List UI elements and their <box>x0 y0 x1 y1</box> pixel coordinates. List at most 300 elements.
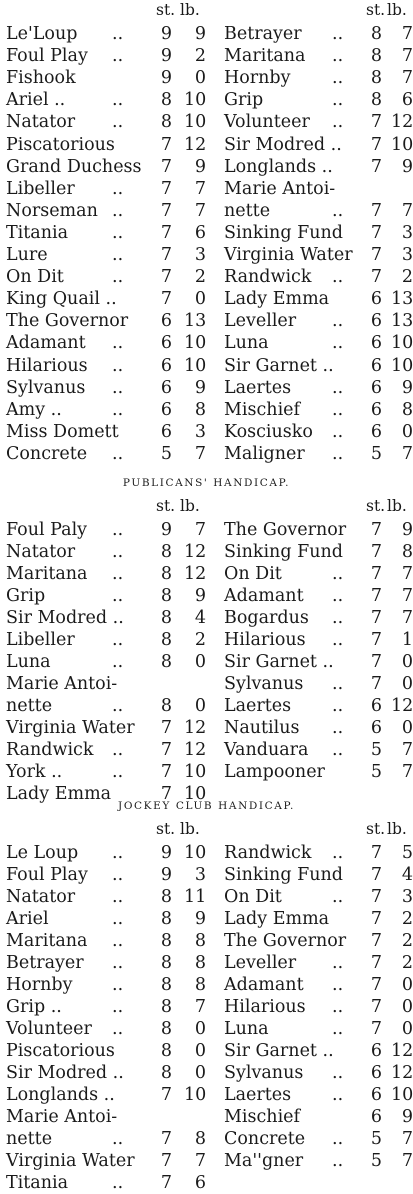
entry-row <box>0 886 413 908</box>
weight-pounds: 6 <box>194 223 206 243</box>
leader-dots: .. <box>112 887 124 907</box>
horse-name: Marie Antoi- <box>224 179 336 199</box>
weight-pounds: 0 <box>194 1063 206 1083</box>
leader-dots: .. <box>112 975 124 995</box>
pounds-header: lb. <box>180 1 200 19</box>
weight-stones: 7 <box>160 157 172 177</box>
weight-pounds: 7 <box>401 740 413 760</box>
entry-row <box>0 1128 413 1150</box>
horse-name: Volunteer <box>6 1019 92 1039</box>
weight-pounds: 7 <box>194 1151 206 1171</box>
weight-pounds: 9 <box>401 157 413 177</box>
entry-row <box>0 842 413 864</box>
pounds-header: lb. <box>180 820 200 838</box>
weight-pounds: 7 <box>401 68 413 88</box>
weight-stones: 6 <box>370 400 382 420</box>
weight-pounds: 8 <box>194 1129 206 1149</box>
leader-dots: .. <box>112 564 124 584</box>
weight-stones: 7 <box>370 953 382 973</box>
leader-dots: .. <box>112 333 124 353</box>
horse-name: Concrete <box>6 444 88 464</box>
weight-stones: 8 <box>160 931 172 951</box>
column-header <box>0 819 413 839</box>
horse-name: Virginia Water <box>6 718 135 738</box>
leader-dots: .. <box>112 520 124 540</box>
entry-row <box>0 310 413 332</box>
horse-name: Lampooner <box>224 762 325 782</box>
weight-pounds: 0 <box>194 68 206 88</box>
entry-row <box>0 222 413 244</box>
weight-stones: 7 <box>370 564 382 584</box>
weight-pounds: 7 <box>194 444 206 464</box>
horse-name: On Dit <box>224 887 282 907</box>
entry-row <box>0 1062 413 1084</box>
leader-dots: .. <box>112 652 124 672</box>
horse-name: Titania <box>6 1173 69 1193</box>
weight-stones: 6 <box>160 333 172 353</box>
weight-pounds: 6 <box>401 90 413 110</box>
weight-stones: 7 <box>160 245 172 265</box>
horse-name: Adamant <box>224 975 304 995</box>
entry-row <box>0 288 413 310</box>
leader-dots: .. <box>112 201 124 221</box>
weight-stones: 7 <box>370 997 382 1017</box>
leader-dots: .. <box>332 112 344 132</box>
horse-name: Maligner <box>224 444 305 464</box>
pounds-header: lb. <box>387 1 407 19</box>
weight-pounds: 0 <box>401 975 413 995</box>
weight-pounds: 4 <box>401 865 413 885</box>
weight-pounds: 7 <box>401 46 413 66</box>
weight-stones: 8 <box>160 1019 172 1039</box>
horse-name: Laertes <box>224 378 292 398</box>
weight-pounds: 7 <box>194 997 206 1017</box>
weight-stones: 7 <box>160 1151 172 1171</box>
weight-pounds: 10 <box>184 356 207 376</box>
leader-dots: .. <box>112 630 124 650</box>
horse-name: Randwick <box>6 740 94 760</box>
entry-row <box>0 332 413 354</box>
leader-dots: .. <box>332 696 344 716</box>
weight-stones: 8 <box>160 1063 172 1083</box>
weight-stones: 7 <box>370 267 382 287</box>
horse-name: The Governor <box>224 931 347 951</box>
weight-stones: 5 <box>370 444 382 464</box>
weight-pounds: 8 <box>194 400 206 420</box>
weight-stones: 7 <box>370 975 382 995</box>
weight-pounds: 2 <box>194 46 206 66</box>
weight-stones: 7 <box>370 201 382 221</box>
weight-pounds: 0 <box>401 718 413 738</box>
horse-name: Piscatorious <box>6 135 115 155</box>
horse-name: Norseman <box>6 201 98 221</box>
horse-name: Sinking Fund <box>224 223 343 243</box>
weight-stones: 7 <box>370 542 382 562</box>
leader-dots: .. <box>332 378 344 398</box>
horse-name: Betrayer <box>6 953 84 973</box>
section-title: PUBLICANS' HANDICAP. <box>122 477 291 489</box>
entry-row <box>0 974 413 996</box>
weight-stones: 6 <box>370 1085 382 1105</box>
weight-stones: 8 <box>160 887 172 907</box>
horse-name: Marie Antoi- <box>6 1107 118 1127</box>
leader-dots: .. <box>332 718 344 738</box>
weight-pounds: 13 <box>391 289 413 309</box>
horse-name: Volunteer <box>224 112 310 132</box>
horse-name: Leveller <box>224 953 297 973</box>
horse-name: Sylvanus <box>224 1063 304 1083</box>
weight-stones: 8 <box>160 112 172 132</box>
leader-dots: .. <box>332 333 344 353</box>
leader-dots: .. <box>332 46 344 66</box>
weight-pounds: 7 <box>401 762 413 782</box>
entry-row <box>0 952 413 974</box>
weight-stones: 7 <box>160 762 172 782</box>
horse-name: Randwick <box>224 267 312 287</box>
horse-name: nette <box>224 201 271 221</box>
weight-stones: 7 <box>160 1173 172 1193</box>
weight-pounds: 0 <box>194 1019 206 1039</box>
weight-pounds: 8 <box>194 953 206 973</box>
weight-stones: 6 <box>160 311 172 331</box>
weight-stones: 8 <box>160 909 172 929</box>
weight-stones: 8 <box>160 630 172 650</box>
stones-header: st. <box>366 497 386 515</box>
weight-pounds: 10 <box>391 1085 413 1105</box>
weight-pounds: 7 <box>401 24 413 44</box>
entry-row <box>0 200 413 222</box>
weight-stones: 5 <box>160 444 172 464</box>
entry-row <box>0 377 413 399</box>
horse-name: Bogardus <box>224 608 309 628</box>
weight-pounds: 3 <box>194 245 206 265</box>
horse-name: Adamant <box>6 333 86 353</box>
weight-pounds: 0 <box>401 1019 413 1039</box>
weight-pounds: 7 <box>401 608 413 628</box>
entry-row <box>0 111 413 133</box>
horse-name: nette <box>6 696 53 716</box>
weight-pounds: 10 <box>184 762 207 782</box>
entry-row <box>0 421 413 443</box>
horse-name: Leveller <box>224 311 297 331</box>
weight-stones: 8 <box>160 564 172 584</box>
horse-name: Amy .. <box>6 400 62 420</box>
weight-pounds: 10 <box>184 784 207 804</box>
entry-row <box>0 908 413 930</box>
weight-stones: 6 <box>370 378 382 398</box>
weight-stones: 6 <box>370 718 382 738</box>
horse-name: Foul Play <box>6 46 88 66</box>
horse-name: Hilarious <box>224 630 306 650</box>
weight-stones: 8 <box>370 24 382 44</box>
horse-name: Hilarious <box>224 997 306 1017</box>
weight-stones: 7 <box>370 630 382 650</box>
entry-row <box>0 673 413 695</box>
weight-pounds: 7 <box>194 179 206 199</box>
leader-dots: .. <box>112 400 124 420</box>
horse-name: Laertes <box>224 1085 292 1105</box>
weight-stones: 5 <box>370 1129 382 1149</box>
entry-row <box>0 651 413 673</box>
entry-row <box>0 607 413 629</box>
horse-name: Luna <box>6 652 51 672</box>
weight-pounds: 10 <box>391 333 413 353</box>
leader-dots: .. <box>332 1019 344 1039</box>
weight-stones: 7 <box>370 865 382 885</box>
horse-name: Sylvanus <box>6 378 86 398</box>
entry-row <box>0 178 413 200</box>
horse-name: Mischief <box>224 1107 300 1127</box>
horse-name: Concrete <box>224 1129 306 1149</box>
weight-pounds: 7 <box>401 586 413 606</box>
entry-row <box>0 244 413 266</box>
weight-pounds: 12 <box>391 1063 413 1083</box>
leader-dots: .. <box>332 997 344 1017</box>
weight-pounds: 6 <box>194 1173 206 1193</box>
horse-name: Grip <box>6 586 46 606</box>
weight-pounds: 12 <box>184 718 207 738</box>
weight-pounds: 12 <box>184 542 207 562</box>
horse-name: Sir Modred .. <box>6 608 124 628</box>
weight-stones: 7 <box>160 784 172 804</box>
weight-pounds: 7 <box>401 1129 413 1149</box>
horse-name: York .. <box>6 762 63 782</box>
leader-dots: .. <box>332 674 344 694</box>
weight-stones: 8 <box>160 90 172 110</box>
weight-pounds: 2 <box>194 267 206 287</box>
horse-name: Libeller <box>6 179 75 199</box>
weight-pounds: 5 <box>401 843 413 863</box>
weight-pounds: 10 <box>391 356 413 376</box>
horse-name: Piscatorious <box>6 1041 115 1061</box>
weight-pounds: 10 <box>184 112 207 132</box>
weight-stones: 7 <box>370 520 382 540</box>
weight-stones: 9 <box>160 520 172 540</box>
entry-row <box>0 23 413 45</box>
leader-dots: .. <box>332 887 344 907</box>
entry-row <box>0 443 413 465</box>
entry-row <box>0 45 413 67</box>
horse-name: Foul Play <box>6 865 88 885</box>
weight-pounds: 7 <box>401 564 413 584</box>
leader-dots: .. <box>112 843 124 863</box>
horse-name: Sinking Fund <box>224 542 343 562</box>
horse-name: Grand Duchess <box>6 157 142 177</box>
leader-dots: .. <box>112 223 124 243</box>
weight-pounds: 10 <box>391 135 413 155</box>
leader-dots: .. <box>332 311 344 331</box>
weight-pounds: 9 <box>194 909 206 929</box>
leader-dots: .. <box>332 201 344 221</box>
column-header <box>0 496 413 516</box>
weight-pounds: 2 <box>401 267 413 287</box>
horse-name: Maritana <box>6 931 88 951</box>
leader-dots: .. <box>112 740 124 760</box>
horse-name: Sir Garnet .. <box>224 652 334 672</box>
leader-dots: .. <box>112 909 124 929</box>
entry-row <box>0 761 413 783</box>
horse-name: On Dit <box>6 267 64 287</box>
horse-name: Fishook <box>6 68 76 88</box>
leader-dots: .. <box>112 1173 124 1193</box>
weight-stones: 7 <box>370 1019 382 1039</box>
weight-stones: 7 <box>160 740 172 760</box>
horse-name: Vanduara <box>224 740 309 760</box>
leader-dots: .. <box>332 400 344 420</box>
leader-dots: .. <box>112 586 124 606</box>
horse-name: Libeller <box>6 630 75 650</box>
weight-stones: 9 <box>160 68 172 88</box>
weight-stones: 7 <box>160 135 172 155</box>
horse-name: Grip .. <box>6 997 62 1017</box>
horse-name: Ariel .. <box>6 90 66 110</box>
weight-stones: 8 <box>160 542 172 562</box>
weight-pounds: 7 <box>401 1151 413 1171</box>
weight-stones: 8 <box>160 652 172 672</box>
horse-name: Lady Emma <box>224 909 330 929</box>
horse-name: nette <box>6 1129 53 1149</box>
weight-pounds: 9 <box>194 157 206 177</box>
weight-pounds: 7 <box>401 444 413 464</box>
entry-row <box>0 629 413 651</box>
weight-pounds: 13 <box>391 311 413 331</box>
entry-row <box>0 89 413 111</box>
weight-pounds: 10 <box>184 333 207 353</box>
leader-dots: .. <box>112 444 124 464</box>
stones-header: st. <box>366 1 386 19</box>
weight-stones: 7 <box>370 157 382 177</box>
horse-name: Sir Modred .. <box>224 135 342 155</box>
entry-row <box>0 266 413 288</box>
leader-dots: .. <box>112 46 124 66</box>
weight-stones: 6 <box>370 289 382 309</box>
weight-pounds: 3 <box>401 245 413 265</box>
leader-dots: .. <box>332 608 344 628</box>
horse-name: Natator <box>6 542 76 562</box>
leader-dots: .. <box>332 24 344 44</box>
horse-name: Lady Emma <box>6 784 112 804</box>
horse-name: Lady Emma <box>224 289 330 309</box>
horse-name: Longlands .. <box>6 1085 115 1105</box>
weight-pounds: 3 <box>194 422 206 442</box>
horse-name: Mischief <box>224 400 300 420</box>
weight-pounds: 12 <box>184 564 207 584</box>
weight-stones: 6 <box>160 400 172 420</box>
entry-row <box>0 695 413 717</box>
weight-stones: 6 <box>370 1107 382 1127</box>
horse-name: The Governor <box>6 311 129 331</box>
weight-stones: 6 <box>370 333 382 353</box>
weight-stones: 7 <box>370 135 382 155</box>
horse-name: On Dit <box>224 564 282 584</box>
leader-dots: .. <box>332 267 344 287</box>
weight-pounds: 9 <box>401 1107 413 1127</box>
weight-pounds: 9 <box>401 520 413 540</box>
weight-stones: 6 <box>370 311 382 331</box>
horse-name: Virginia Water <box>6 1151 135 1171</box>
horse-name: Sylvanus <box>224 674 304 694</box>
leader-dots: .. <box>332 630 344 650</box>
weight-stones: 6 <box>160 422 172 442</box>
horse-name: Kosciusko <box>224 422 313 442</box>
leader-dots: .. <box>112 267 124 287</box>
weight-pounds: 0 <box>194 1041 206 1061</box>
leader-dots: .. <box>332 68 344 88</box>
weight-stones: 8 <box>160 975 172 995</box>
leader-dots: .. <box>112 24 124 44</box>
leader-dots: .. <box>112 1129 124 1149</box>
weight-pounds: 12 <box>391 112 413 132</box>
weight-stones: 6 <box>160 356 172 376</box>
weight-stones: 8 <box>370 68 382 88</box>
horse-name: Longlands .. <box>224 157 333 177</box>
weight-pounds: 9 <box>194 24 206 44</box>
weight-pounds: 8 <box>401 542 413 562</box>
weight-pounds: 0 <box>401 997 413 1017</box>
leader-dots: .. <box>112 953 124 973</box>
leader-dots: .. <box>332 1063 344 1083</box>
weight-stones: 7 <box>370 931 382 951</box>
leader-dots: .. <box>332 1129 344 1149</box>
weight-pounds: 10 <box>184 843 207 863</box>
weight-stones: 7 <box>160 201 172 221</box>
horse-name: Lure <box>6 245 48 265</box>
horse-name: Titania <box>6 223 69 243</box>
horse-name: Ma''gner <box>224 1151 304 1171</box>
horse-name: Foul Paly <box>6 520 88 540</box>
weight-stones: 6 <box>160 378 172 398</box>
weight-stones: 9 <box>160 843 172 863</box>
horse-name: Grip <box>224 90 264 110</box>
weight-stones: 7 <box>160 223 172 243</box>
weight-pounds: 8 <box>194 931 206 951</box>
weight-pounds: 0 <box>194 652 206 672</box>
leader-dots: .. <box>332 740 344 760</box>
weight-stones: 7 <box>160 289 172 309</box>
entry-row <box>0 1106 413 1128</box>
entry-row <box>0 1150 413 1172</box>
horse-name: Hilarious <box>6 356 88 376</box>
leader-dots: .. <box>112 931 124 951</box>
column-header <box>0 0 413 20</box>
weight-stones: 8 <box>160 953 172 973</box>
entry-row <box>0 1172 413 1194</box>
weight-stones: 7 <box>370 608 382 628</box>
stones-header: st. <box>156 820 176 838</box>
weight-stones: 5 <box>370 740 382 760</box>
horse-name: King Quail .. <box>6 289 117 309</box>
weight-stones: 7 <box>370 887 382 907</box>
weight-pounds: 12 <box>391 1041 413 1061</box>
weight-pounds: 2 <box>194 630 206 650</box>
horse-name: Sir Modred .. <box>6 1063 124 1083</box>
leader-dots: .. <box>112 378 124 398</box>
weight-pounds: 13 <box>184 311 207 331</box>
weight-pounds: 0 <box>401 422 413 442</box>
stones-header: st. <box>156 1 176 19</box>
weight-pounds: 12 <box>391 696 413 716</box>
weight-stones: 6 <box>370 696 382 716</box>
weight-pounds: 0 <box>194 696 206 716</box>
entry-row <box>0 864 413 886</box>
leader-dots: .. <box>332 975 344 995</box>
weight-stones: 8 <box>160 696 172 716</box>
weight-pounds: 12 <box>184 740 207 760</box>
weight-stones: 6 <box>370 356 382 376</box>
weight-stones: 7 <box>160 267 172 287</box>
horse-name: Virginia Water <box>224 245 353 265</box>
entry-row <box>0 134 413 156</box>
